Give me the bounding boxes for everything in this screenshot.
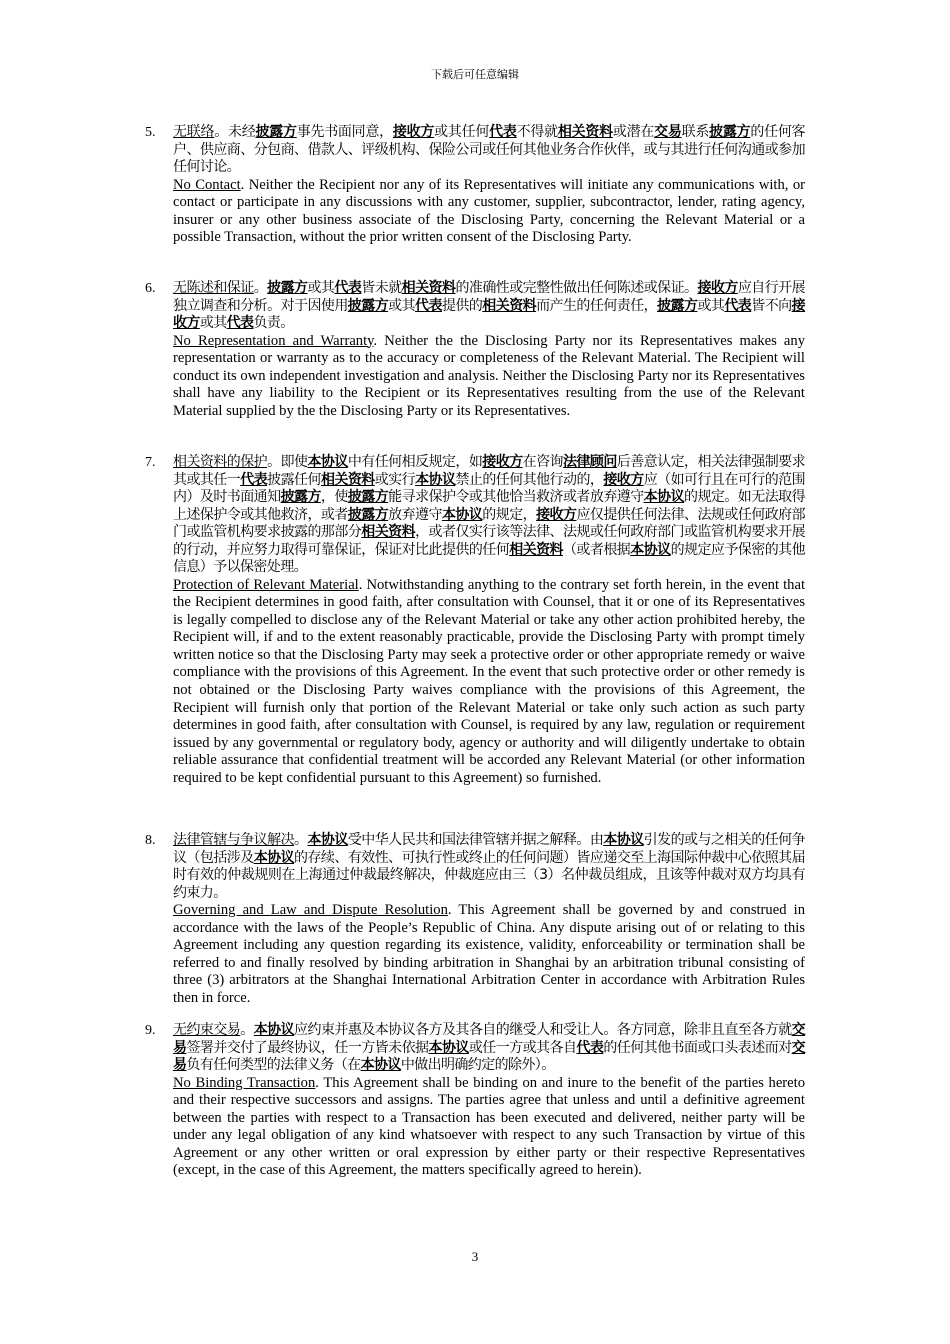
clause-en-text — [173, 333, 805, 421]
defined-term: 本协议 — [643, 489, 685, 505]
clause-zh-text — [173, 1022, 805, 1075]
clause-zh-segment: 中做出明确约定的除外）。 — [400, 1057, 555, 1073]
clause-zh-segment: 联系 — [681, 124, 710, 140]
clause-8 — [145, 832, 805, 1008]
defined-term: 法律顾问 — [562, 454, 617, 470]
defined-term: 本协议 — [630, 541, 671, 558]
defined-term: 本协议 — [415, 471, 456, 488]
defined-term: 代表 — [415, 297, 442, 314]
clause-6 — [145, 280, 805, 420]
defined-term: 披露方 — [657, 297, 698, 314]
clause-zh-text — [173, 454, 805, 577]
clause-zh-segment: 。 — [253, 280, 268, 296]
clause-zh-segment: 能寻求保护令或其他恰当救济或者放弃遵守 — [388, 489, 644, 505]
clause-number: 6. — [145, 281, 156, 296]
clause-zh-segment: 签署并交付了最终协议，任一方皆未依据 — [186, 1039, 429, 1056]
clause-7 — [145, 454, 805, 788]
defined-term: 披露方 — [255, 124, 297, 140]
defined-term: 本协议 — [253, 849, 295, 866]
defined-term: 代表 — [226, 315, 254, 331]
clause-en-body: . This Agreement shall be binding on and inure to the benefit of the parties hereto and their respective successors and assigns. The parties agree that unless and until a definitive agreement between the parties with respect to a Transaction has been executed and delivered, neither party will be under any legal obligation of any kind whatsoever with respect to any such Transaction by virtue of this Agreement or any other written or oral expression by either party or their respective Representatives (except, in the case of this Agreement, the matters specifically agreed to herein). — [173, 1074, 805, 1179]
clause-zh-segment: 中有任何相反规定，如 — [347, 454, 483, 470]
clause-zh-segment: （或者根据 — [562, 541, 631, 558]
defined-term: 本协议 — [360, 1057, 401, 1073]
defined-term: 相关资料 — [482, 297, 537, 314]
clause-zh-segment: 或潜在 — [612, 124, 655, 140]
clause-zh-segment: 或其 — [697, 297, 725, 314]
clause-number: 7. — [145, 455, 156, 470]
defined-term: 披露方 — [709, 124, 751, 140]
clause-zh-segment: 事先书面同意， — [296, 124, 393, 140]
clause-zh-segment: 应（如可行且在可行的范围内）及时书面通知 — [173, 471, 805, 505]
defined-term: 本协议 — [307, 454, 348, 470]
clause-zh-text — [173, 280, 805, 333]
clause-zh-title: 无陈述和保证 — [173, 280, 254, 296]
clause-en-text — [173, 177, 805, 247]
clause-zh-segment: 。 — [240, 1022, 254, 1038]
defined-term: 披露方 — [267, 280, 308, 296]
clause-zh-segment: ，或者仅实行该等法律、法规或任何政府部门或监管机构要求开展的行动，并应努力取得可靠保证，保证对比此提供的任何 — [173, 524, 805, 558]
clause-en-title: No Contact — [173, 176, 241, 193]
clause-zh-text — [173, 832, 805, 902]
defined-term: 披露方 — [347, 506, 389, 523]
defined-term: 本协议 — [253, 1022, 295, 1038]
clause-en-title: No Representation and Warranty — [173, 332, 374, 349]
defined-term: 接收方 — [697, 280, 738, 296]
defined-term: 相关资料 — [557, 124, 613, 140]
clause-zh-segment: 或其 — [388, 297, 416, 314]
clause-zh-segment: 或实行 — [374, 471, 416, 488]
clause-zh-segment: 或其 — [307, 280, 335, 296]
defined-term: 本协议 — [307, 832, 348, 848]
clause-zh-segment: 的存续、有效性、可执行性或终止的任何问题）皆应递交至上海国际仲裁中心依照其届时有效的仲裁规则在上海通过仲裁最终解决，仲裁庭应由三（3）名仲裁员组成，且该等仲裁对双方均具有约束力。 — [173, 849, 805, 901]
clause-zh-segment: 而产生的任何责任， — [536, 297, 658, 314]
clause-en-title: Governing and Law and Dispute Resolution — [173, 902, 448, 918]
defined-term: 相关资料 — [401, 280, 456, 296]
defined-term: 交易 — [654, 124, 682, 140]
defined-term: 代表 — [240, 471, 268, 488]
defined-term: 本协议 — [603, 832, 644, 848]
clause-zh-segment: 的规定应予保密的其他信息）予以保密处理。 — [173, 541, 806, 575]
defined-term: 代表 — [724, 297, 752, 314]
clause-zh-segment: 在咨询 — [522, 454, 563, 470]
clause-en-text — [173, 1075, 805, 1181]
clause-zh-title: 法律管辖与争议解决 — [173, 832, 295, 848]
clause-zh-segment: 的规定， — [482, 506, 537, 523]
clause-en-title: Protection of Relevant Material — [173, 576, 359, 593]
clause-en-body: . Notwithstanding anything to the contrary set forth herein, in the event that the Recipient determines in good faith, after consultation with Counsel, that it or one of its Representatives is legally compelled to disclose any of the Relevant Material or take any other action prohibited hereby, the Recipient will, if and to the extent reasonably practicable, provide the Disclosing Party with prompt timely written notice so that the Disclosing Party may seek a protective order or other appropriate remedy or waive compliance with the provisions of this Agreement. In the event that such protective order or other remedy is not obtained or the Disclosing Party waives compliance with the provisions of this Agreement, the Recipient will furnish only that portion of the Relevant Material or take only such action as such party determines in good faith, after consultation with Counsel, is required by any law, regulation or requirement issued by any governmental or regulatory body, agency or authority and will diligently undertake to obtain reliable assurance that confidential treatment will be accorded any Relevant Material (or other information required to be kept confidential pursuant to this Agreement) so furnished. — [173, 576, 806, 787]
defined-term: 本协议 — [441, 506, 483, 523]
defined-term: 接收方 — [536, 506, 577, 523]
defined-term: 接收方 — [173, 297, 806, 331]
clause-zh-segment: 的任何其他书面或口头表述而对 — [603, 1039, 792, 1056]
defined-term: 交易 — [173, 1022, 805, 1056]
page-header: 下载后可任意编辑 — [431, 68, 519, 81]
clause-en-text — [173, 902, 805, 1008]
clause-zh-segment: ，使 — [320, 489, 348, 505]
defined-term: 交易 — [173, 1039, 805, 1073]
clause-zh-segment: 或其任何 — [434, 124, 490, 140]
clause-zh-segment: 应约束并惠及本协议各方及其各自的继受人和受让人。各方同意，除非且直至各方就 — [294, 1022, 792, 1038]
clause-zh-segment: 负责。 — [253, 315, 294, 331]
defined-term: 本协议 — [428, 1039, 469, 1056]
clause-zh-title: 无联络 — [173, 124, 215, 140]
clause-zh-segment: 的任何客户、供应商、分包商、借款人、评级机构、保险公司或任何其他业务合作伙伴，或与其进行任何沟通或参加任何讨论。 — [173, 124, 805, 175]
clause-en-text — [173, 577, 805, 788]
clause-number: 5. — [145, 125, 156, 140]
clause-5 — [145, 124, 805, 247]
clause-zh-segment: 。 — [294, 832, 308, 848]
defined-term: 披露方 — [280, 489, 321, 505]
defined-term: 接收方 — [603, 471, 644, 488]
clause-en-body: . Neither the Recipient nor any of its Representatives will initiate any communications with, or contact or participate in any discussions with any customer, supplier, subcontractor, lender, rating agency, insurer or any other business associate of the Disclosing Party, concerning the Relevant Material or a possible Transaction, without the prior written consent of the Disclosing Party. — [173, 176, 805, 246]
defined-term: 代表 — [489, 124, 517, 140]
defined-term: 披露方 — [347, 489, 389, 505]
clause-9 — [145, 1022, 805, 1180]
clause-zh-segment: 禁止的任何其他行动的， — [455, 471, 604, 488]
clause-zh-segment: 皆不向 — [751, 297, 792, 314]
clause-zh-segment: 负有任何类型的法律义务（在 — [186, 1057, 361, 1073]
clause-zh-segment: 。未经 — [214, 124, 256, 140]
clause-zh-segment: 的规定。如无法取得上述保护令或其他救济，或者 — [173, 489, 805, 523]
clause-zh-segment: 应自行开展独立调查和分析。对于因使用 — [173, 280, 806, 314]
defined-term: 接收方 — [392, 124, 435, 140]
clause-zh-segment: 的准确性或完整性做出任何陈述或保证。 — [455, 280, 698, 296]
clause-zh-segment: 放弃遵守 — [388, 506, 442, 523]
clause-en-body: . This Agreement shall be governed by and construed in accordance with the laws of the People’s Republic of China. Any dispute arising out of or relating to this Agreement including any question regarding its existence, validity, enforceability or termination shall be referred to and finally resolved by binding arbitration in Shanghai by an arbitration tribunal consisting of three (3) arbitrators at the Shanghai International Arbitration Center in accordance with Arbitration Rules then in force. — [173, 902, 805, 1006]
clause-zh-segment: 。即使 — [267, 454, 308, 470]
clause-zh-segment: 皆未就 — [361, 280, 402, 296]
clause-en-body: . Neither the the Disclosing Party nor its Representatives makes any representation or warranty as to the accuracy or completeness of the Relevant Material. The Recipient will conduct its own independent investigation and analysis. Neither the Disclosing Party nor its Representatives shall have any liability to the Recipient or its Representatives resulting from the use of the Relevant Material supplied by the the Disclosing Party or its Representatives. — [173, 332, 805, 419]
clause-number: 9. — [145, 1023, 156, 1038]
clause-zh-segment: 或其 — [199, 315, 227, 331]
clause-zh-text — [173, 124, 805, 177]
clause-zh-segment: 受中华人民共和国法律管辖并据之解释。由 — [347, 832, 604, 848]
clause-number: 8. — [145, 833, 156, 848]
defined-term: 代表 — [576, 1039, 604, 1056]
defined-term: 代表 — [334, 280, 362, 296]
clause-zh-title: 相关资料的保护 — [173, 454, 268, 470]
page-number: 3 — [471, 1249, 479, 1264]
defined-term: 相关资料 — [509, 541, 563, 558]
clause-zh-segment: 或任一方或其各自 — [468, 1039, 577, 1056]
clause-zh-title: 无约束交易 — [173, 1022, 241, 1038]
clause-zh-segment: 不得就 — [516, 124, 558, 140]
clause-zh-segment: 引发的或与之相关的任何争议（包括涉及 — [173, 832, 805, 866]
clause-zh-segment: 提供的 — [441, 297, 483, 314]
clause-zh-segment: 披露任何 — [267, 471, 321, 488]
defined-term: 接收方 — [482, 454, 523, 470]
defined-term: 披露方 — [347, 297, 389, 314]
defined-term: 相关资料 — [320, 471, 375, 488]
clause-zh-segment: 后善意认定，相关法律强制要求其或其任一 — [173, 454, 805, 488]
clause-zh-segment: 应仅提供任何法律、法规或任何政府部门或监管机构要求披露的那部分 — [173, 506, 805, 540]
clause-en-title: No Binding Transaction — [173, 1074, 316, 1091]
defined-term: 相关资料 — [361, 524, 416, 540]
